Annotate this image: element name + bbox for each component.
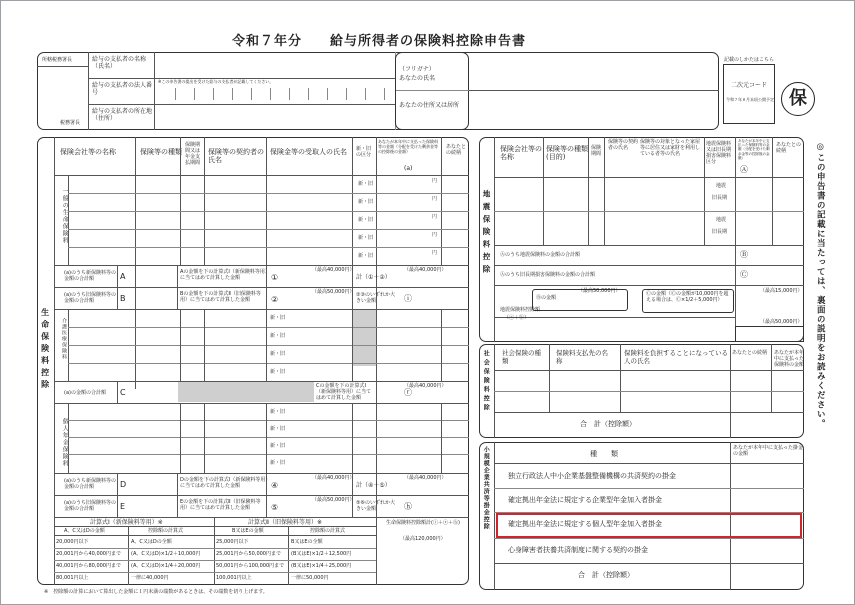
general-row-divider: [68, 247, 469, 248]
number-cell-divider: [346, 88, 347, 100]
yen-unit: 円: [432, 214, 438, 220]
row-a-mark: A: [120, 272, 126, 281]
number-cell-divider: [384, 88, 385, 100]
eq-row2-type-a: 地震: [716, 217, 727, 223]
formula2-title: 計算式Ⅱ（旧保険料等用）※: [248, 519, 322, 526]
new-old-selector[interactable]: 新・旧: [270, 443, 286, 449]
formula-cell: 20,001円から40,000円まで: [56, 551, 121, 557]
new-old-selector[interactable]: 新・旧: [270, 409, 286, 415]
life-total-label: 生命保険料控除額計(ⓘ＋ⓡ＋ⓗ): [386, 520, 460, 526]
formula2-h-calc: 控除額の計算式: [310, 528, 346, 534]
number-cell-divider: [232, 88, 233, 100]
row-a-calc: Aの金額を下の計算式Ⅰ（新保険料等用）に当てはめて計算した金額: [180, 269, 268, 281]
eq-col-relation: あなたとの続柄: [776, 142, 802, 154]
payer-number-field[interactable]: [156, 86, 393, 102]
max40-4: （最高40,000円）: [312, 475, 355, 481]
c1-mark: ①: [271, 273, 279, 282]
new-old-selector[interactable]: 新・旧: [270, 460, 286, 466]
payer-name-label: 給与の支払者の名称（氏名）: [92, 56, 147, 71]
number-cell-divider: [365, 88, 366, 100]
small-biz-item-2: 確定拠出年金法に規定する企業型年金加入者掛金: [508, 496, 662, 504]
eq-deduction-field[interactable]: [735, 326, 804, 342]
formula-cell: 40,001円から80,000円まで: [56, 563, 121, 569]
eq-c-max: （最高15,000円）: [760, 288, 803, 294]
formula1-h-amount: A、C又はDの金額: [64, 528, 105, 534]
eq-row1-type-b: 旧長期: [712, 195, 728, 201]
formula1-title: 計算式Ⅰ（新保険料等用）※: [90, 519, 163, 526]
payer-name-field[interactable]: [156, 54, 393, 76]
small-biz-item-1: 独立行政法人中小企業基盤整備機構の共済契約の掛金: [508, 472, 676, 480]
general-row-divider: [68, 229, 469, 230]
eq-c-formula: Ⓒの金額（Ⓒの金額が10,000円を超える場合は、Ⓒ×1/2＋5,000円）: [646, 291, 729, 303]
new-old-selector[interactable]: 新・旧: [358, 181, 374, 187]
max40-1: （最高40,000円）: [312, 267, 355, 273]
earthquake-section-label: 地震保険料控除: [482, 190, 491, 278]
formula-cell: 100,001円以上: [216, 575, 252, 581]
furigana-label: （フリガナ）: [399, 66, 435, 73]
max40-d: （最高40,000円）: [404, 475, 447, 481]
small-biz-item-4: 心身障害者扶養共済制度に関する契約の掛金: [508, 546, 648, 554]
life-col-holder: 保険等の契約者の氏名: [208, 148, 264, 165]
pick-23: ②③のいずれか大きい金額: [356, 292, 395, 304]
small-biz-section-label: 小規模企業共済等掛金控除: [482, 446, 490, 530]
eq-row1-type-a: 地震: [716, 183, 727, 189]
new-old-selector[interactable]: 新・旧: [358, 253, 374, 259]
eq-col-period: 保険期間: [591, 145, 602, 157]
pick-56: ⑤⑥のいずれか大きい金額: [356, 500, 395, 512]
payer-address-field[interactable]: [156, 106, 393, 128]
social-col-bearer: 保険料を負担することになっている人の氏名: [624, 349, 728, 365]
social-total: 合 計（控除額）: [580, 420, 636, 428]
row-d-mark: D: [120, 480, 127, 489]
formula-footnote: ※ 控除額の計算において算出した金額に１円未満の端数があるときは、その端数を切り上げます。: [44, 589, 268, 595]
formula-cell: B又はEの全額: [291, 539, 323, 545]
formula-cell: A、C又はDの全額: [131, 539, 172, 545]
office-label: 所轄税務署長: [42, 57, 73, 63]
eq-col-company: 保険会社等の名称: [500, 145, 542, 162]
payer-number-label: 給与の支払者の法人番号: [92, 82, 153, 97]
c5-mark: ⑤: [271, 503, 279, 512]
small-biz-col-kind: 種 類: [590, 450, 618, 458]
row-b-label: (a)のうち旧保険料等の金額の合計額: [64, 292, 116, 304]
formula-cell: 80,001円以上: [56, 575, 89, 581]
life-col-new-old: 新・旧の区分: [356, 146, 372, 158]
new-old-selector[interactable]: 新・旧: [270, 315, 286, 321]
new-old-selector[interactable]: 新・旧: [358, 199, 374, 205]
new-old-selector[interactable]: 新・旧: [270, 333, 286, 339]
number-cell-divider: [289, 88, 290, 100]
formula-row-divider: [54, 572, 376, 573]
number-cell-divider: [327, 88, 328, 100]
sum-12: 計（①＋②）: [356, 274, 391, 281]
pension-label: 個人年金保険料: [61, 418, 69, 467]
row-b-mark: B: [120, 294, 126, 303]
qr-code-label: 二次元コード: [731, 82, 768, 89]
eq-b-max: （最高50,000円）: [578, 288, 621, 294]
life-col-receiver: 保険金等の受取人の氏名: [270, 148, 347, 156]
formula-cell: 20,000円以下: [56, 539, 89, 545]
max50-5: （最高50,000円）: [312, 497, 355, 503]
ho-stamp-mark: 保: [781, 82, 815, 116]
new-old-selector[interactable]: 新・旧: [270, 351, 286, 357]
row-e-label: (a)のうち旧保険料等の金額の合計額: [64, 500, 116, 512]
number-cell-divider: [308, 88, 309, 100]
general-row-divider: [68, 211, 469, 212]
formula-cell: (B又はE)×1/2＋12,500円: [291, 551, 352, 557]
yen-unit: 円: [432, 178, 438, 184]
eq-circ-b: Ⓑ: [740, 250, 748, 259]
eq-col-holder: 保険等の契約者の氏名: [608, 139, 639, 151]
eq-row-b-label: Ⓐのうち地震保険料の金額の合計額: [500, 252, 581, 258]
circ-ro: ⓡ: [404, 388, 412, 397]
eq-col-split: 地震保険料又は旧長期損害保険料区分: [706, 141, 732, 165]
formula-cell: 25,000円以下: [216, 539, 249, 545]
row-d-calc: Dの金額を下の計算式Ⅰ（新保険料等用）に当てはめて計算した金額: [180, 477, 268, 489]
social-section-label: 社会保険料控除: [482, 350, 490, 413]
social-col-kind: 社会保険の種類: [502, 349, 541, 365]
social-col-payee: 保険料支払先の名称: [556, 349, 608, 365]
yen-unit: 円: [432, 232, 438, 238]
number-cell-divider: [251, 88, 252, 100]
life-total-field[interactable]: [380, 542, 466, 582]
eq-deduction-max: （最高50,000円）: [760, 319, 803, 325]
small-biz-item-3: 確定拠出年金法に規定する個人型年金加入者掛金: [508, 520, 662, 528]
form-title: 令和７年分 給与所得者の保険料控除申告書: [232, 34, 527, 49]
number-cell-divider: [194, 88, 195, 100]
circ-i: ⓘ: [404, 294, 412, 303]
c2-mark: ②: [271, 295, 279, 304]
eq-row-c-label: Ⓐのうち旧長期損害保険料の金額の合計額: [500, 272, 596, 278]
new-old-selector[interactable]: 新・旧: [270, 369, 286, 375]
number-cell-divider: [175, 88, 176, 100]
eq-col-kind: 保険等の種類(目的): [546, 145, 588, 162]
max40-a: （最高40,000円）: [404, 267, 447, 273]
formula-row-divider: [54, 560, 376, 561]
row-e-calc: Eの金額を下の計算式Ⅱ（旧保険料等用）に当てはめて計算した金額: [180, 499, 261, 511]
small-biz-total: 合 計（控除額）: [578, 571, 634, 579]
life-col-kind: 保険等の種類: [140, 148, 182, 156]
number-cell-divider: [270, 88, 271, 100]
applicant-name-label: あなたの氏名: [399, 75, 436, 82]
formula-cell: (A、C又はD)×1/2＋10,000円: [131, 551, 201, 557]
payer-number-note: ※この申告書の提出を受けた給与の支払者が記載してください。: [158, 79, 274, 84]
number-cell-divider: [213, 88, 214, 100]
row-e-mark: E: [120, 502, 126, 511]
eq-row2-type-b: 旧長期: [712, 229, 728, 235]
formula-cell: 50,001円から100,000円まで: [216, 563, 285, 569]
eq-deduction-label: 地震保険料控除額: [500, 307, 541, 313]
formula-row-divider: [54, 548, 376, 549]
eq-col-target: 保険等の対象となった家屋等に居住又は家財を利用している者等の氏名: [640, 139, 701, 157]
eq-circ-a: Ⓐ: [740, 165, 748, 174]
life-col-company: 保険会社等の名称: [60, 148, 116, 156]
life-col-amount: あなたが本年中に支払った保険料等の金額（分配を受けた剰余金等の控除後の金額）: [378, 139, 438, 154]
applicant-address-label: あなたの住所又は居所: [399, 102, 460, 109]
formula-cell: 一律に40,000円: [131, 575, 169, 581]
life-col-relation: あなたとの続柄: [446, 144, 467, 156]
row-b-calc: Bの金額を下の計算式Ⅱ（旧保険料等用）に当てはめて計算した金額: [180, 291, 261, 303]
tax-office-suffix: 税務署長: [60, 120, 81, 126]
highlight-individual-dc: [496, 513, 802, 538]
new-old-selector[interactable]: 新・旧: [358, 217, 374, 223]
c4-mark: ④: [271, 481, 279, 490]
max50-1: （最高50,000円）: [312, 289, 355, 295]
eq-deduction-formula: （ⓐ＋ⓑ）: [504, 315, 530, 321]
new-old-selector[interactable]: 新・旧: [270, 426, 286, 432]
formula-cell: (B又はE)×1/4＋25,000円: [291, 563, 352, 569]
eq-col-amount: あなたが本年中に支払った保険料等の金額（分配を受けた剰余金等の控除後の金額）: [738, 139, 770, 160]
social-col-relation: あなたとの続柄: [732, 350, 768, 356]
general-life-label: 一般の生命保険料: [61, 188, 69, 244]
formula2-h-amount: B又はEの金額: [232, 528, 264, 534]
life-col-a: (a): [404, 165, 413, 172]
life-total-max: （最高120,000円）: [400, 536, 446, 542]
row-c-label: (a)の金額の合計額: [64, 390, 106, 396]
social-col-amount: あなたが本年中に支払った保険料の金額: [774, 350, 805, 368]
side-instruction: ◎この申告書の記載に当たっては、裏面の説明をお読みください。: [815, 142, 826, 429]
qr-code-box: [723, 64, 775, 124]
yen-unit: 円: [432, 196, 438, 202]
eq-b-amount: Ⓑの金額: [536, 295, 557, 301]
max40-c: （最高40,000円）: [404, 383, 447, 389]
new-old-selector[interactable]: 新・旧: [358, 235, 374, 241]
care-label: 介護医療保険料: [61, 318, 67, 360]
formula-cell: (A、C又はD)×1/4＋20,000円: [131, 563, 201, 569]
row-d-label: (a)のうち新保険料等の金額の合計額: [64, 478, 116, 490]
yen-unit: 円: [432, 250, 438, 256]
formula1-h-calc: 控除額の計算式: [148, 528, 184, 534]
row-a-label: (a)のうち新保険料等の金額の合計額: [64, 270, 116, 282]
stamp-label: 記載のしかたはこちら: [724, 57, 775, 63]
life-section-label: 生命保険料控除: [40, 308, 50, 392]
row-c-mark: C: [120, 388, 126, 397]
circ-ha: ⓗ: [404, 502, 412, 511]
small-biz-col-amount: あなたが本年中に支払った掛金の金額: [733, 445, 804, 457]
row-c-calc: Cの金額を下の計算式Ⅰ（新保険料等用）に当てはめて計算した金額: [316, 383, 372, 401]
payer-address-label: 給与の支払者の所在地（住所）: [92, 108, 153, 123]
formula-cell: 25,001円から50,000円まで: [216, 551, 281, 557]
formula-cell: 一律に50,000円: [291, 575, 329, 581]
sum-45: 計（④＋⑤）: [356, 482, 391, 489]
life-col-period: 保険期間又は年金支払期間: [185, 142, 201, 166]
general-row-divider: [68, 193, 469, 194]
eq-circ-c: Ⓒ: [740, 270, 748, 279]
qr-code-note: 令和７年８月末頃公開予定: [726, 97, 774, 102]
